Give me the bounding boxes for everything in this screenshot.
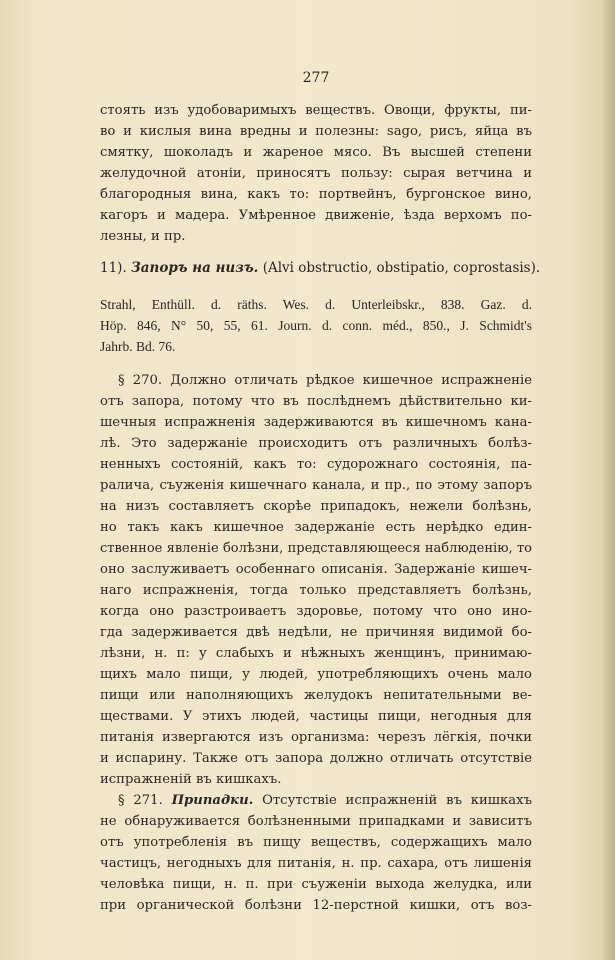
paragraph-270-line: наго испражненія, тогда только представляетъ болѣзнь,	[100, 583, 532, 598]
reference-line: Höp. 846, N° 50, 55, 61. Journ. d. conn. méd., 850., J. Schmidt's	[100, 318, 532, 333]
reference-line: Jahrb. Bd. 76.	[100, 339, 176, 354]
paragraph-270-line: на низъ составляетъ скорѣе припадокъ, нежели болѣзнь,	[100, 499, 532, 514]
paragraph-270-line: ственное явленіе болѣзни, представляющееся наблюденію, то	[100, 541, 532, 556]
section-title: Запоръ на низъ.	[131, 260, 259, 276]
paragraph-271-line: при органической болѣзни 12-перстной кишки, отъ воз-	[100, 898, 532, 913]
paragraph-271-title: Припадки.	[171, 793, 254, 808]
text-line: смятку, шоколадъ и жареное мясо. Въ высшей степени	[100, 145, 532, 160]
text-line: стоять изъ удобоваримыхъ веществъ. Овощи, фрукты, пи-	[100, 103, 532, 118]
paragraph-270-line: отъ запора, потому что въ послѣднемъ дѣйствительно ки-	[100, 394, 532, 409]
paragraph-270-line: шечныя испражненія задерживаются въ кишечномъ кана-	[100, 415, 532, 430]
section-mark: § 271.	[118, 793, 163, 808]
paragraph-270-line: § 270. Должно отличать рѣдкое кишечное испражненіе	[118, 373, 532, 388]
paragraph-271-line: отъ употребленія въ пищу веществъ, содержащихъ мало	[100, 835, 532, 850]
paragraph-271-first-line	[100, 790, 532, 811]
paragraph-270-line: испражненій въ кишкахъ.	[100, 772, 282, 787]
paragraph-270-line: питанія извергаются изъ организма: черезъ лёгкія, почки	[100, 730, 532, 745]
paragraph-270-line: пищи или наполняющихъ желудокъ непитательными ве-	[100, 688, 532, 703]
paragraph-271-line: частицъ, негодныхъ для питанія, н. пр. сахара, отъ лишенія	[100, 856, 532, 871]
text-line: кагоръ и мадера. Умѣренное движеніе, ѣзда верхомъ по-	[100, 208, 532, 223]
paragraph-270-line: гда задерживается двѣ недѣли, не причиняя видимой бо-	[100, 625, 532, 640]
paragraph-270-line: оно заслуживаетъ особеннаго описанія. Задержаніе кишеч-	[100, 562, 532, 577]
paragraph-270-line: щихъ мало пищи, у людей, употребляющихъ очень мало	[100, 667, 532, 682]
paragraph-270-line: ненныхъ состояній, какъ то: судорожнаго состоянія, па-	[100, 457, 532, 472]
paragraph-270-line: но такъ какъ кишечное задержаніе есть нерѣдко един-	[100, 520, 532, 535]
section-number: 11).	[100, 260, 127, 276]
paragraph-270-line: ществами. У этихъ людей, частицы пищи, негодныя для	[100, 709, 532, 724]
paragraph-270-line: ралича, съуженія кишечнаго канала, и пр., по этому запоръ	[100, 478, 532, 493]
paragraph-271-text: Отсутствіе испражненій въ кишкахъ	[262, 793, 532, 808]
section-heading	[100, 258, 541, 279]
page-edge-shadow	[601, 0, 615, 960]
paragraph-270-line: когда оно разстроиваетъ здоровье, потому что оно ино-	[100, 604, 532, 619]
text-line: желудочной атоніи, приносятъ пользу: сырая ветчина и	[100, 166, 532, 181]
section-latin-title: (Alvi obstructio, obstipatio, coprostasis).	[262, 260, 541, 276]
paragraph-271-line: человѣка пищи, н. п. при съуженіи выхода желудка, или	[100, 877, 532, 892]
page-number: 277	[302, 70, 330, 86]
text-line: лезны, и пр.	[100, 229, 186, 244]
text-line: во и кислыя вина вредны и полезны: sago, рисъ, яйца въ	[100, 124, 532, 139]
reference-line: Strahl, Enthüll. d. räths. Wes. d. Unterleibskr., 838. Gaz. d.	[100, 297, 532, 312]
paragraph-270-line: и испарину. Также отъ запора должно отличать отсутствіе	[100, 751, 532, 766]
text-line: благородныя вина, какъ то: портвейнъ, бургонское вино,	[100, 187, 532, 202]
paragraph-270-line: лѣзни, н. п: у слабыхъ и нѣжныхъ женщинъ, принимаю-	[100, 646, 532, 661]
paragraph-271-line: не обнаруживается болѣзненными припадками и зависитъ	[100, 814, 532, 829]
paragraph-270-line: лѣ. Это задержаніе происходитъ отъ различныхъ болѣз-	[100, 436, 532, 451]
